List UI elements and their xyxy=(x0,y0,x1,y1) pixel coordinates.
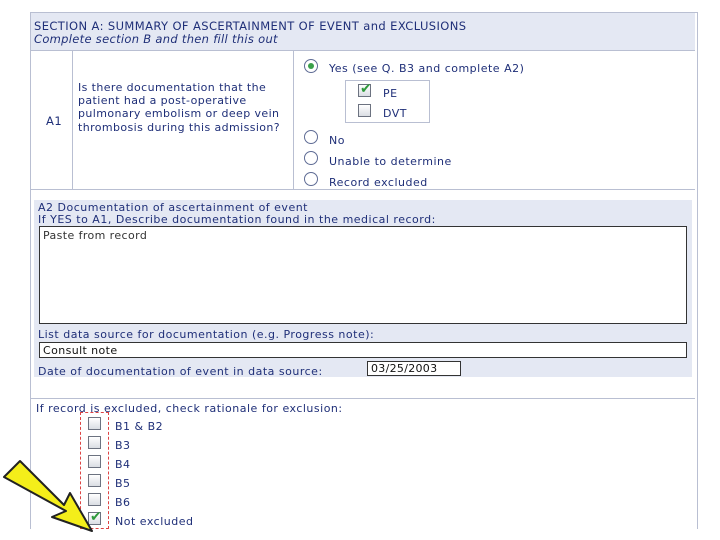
a2-source-input[interactable]: Consult note xyxy=(39,342,687,358)
a1-record-excluded-radio[interactable] xyxy=(304,172,318,186)
checkmark-icon: ✔ xyxy=(90,509,102,525)
a1-code-divider xyxy=(72,50,73,189)
a2-documentation-textarea[interactable]: Paste from record xyxy=(39,226,687,324)
a1-unable-label: Unable to determine xyxy=(329,155,452,168)
pe-label: PE xyxy=(383,87,398,100)
a1-yes-radio[interactable] xyxy=(304,59,318,73)
exclusion-checkbox-b3[interactable] xyxy=(88,436,101,449)
a1-yes-label: Yes (see Q. B3 and complete A2) xyxy=(329,62,525,75)
exclusion-label-b3: B3 xyxy=(115,439,131,452)
a1-no-label: No xyxy=(329,134,345,147)
exclusion-label-b5: B5 xyxy=(115,477,131,490)
a1-code: A1 xyxy=(46,114,63,128)
pointer-arrow-icon xyxy=(0,455,110,540)
section-title: SECTION A: SUMMARY OF ASCERTAINMENT OF EVENT and EXCLUSIONS xyxy=(34,19,467,33)
exclusion-label-b4: B4 xyxy=(115,458,131,471)
exclusion-heading: If record is excluded, check rationale for exclusion: xyxy=(36,402,343,415)
a1-record-excluded-label: Record excluded xyxy=(329,176,428,189)
exclusion-top-divider xyxy=(31,398,695,399)
section-subtitle: Complete section B and then fill this out xyxy=(34,32,278,46)
a1-question-divider xyxy=(293,50,294,189)
exclusion-label-b6: B6 xyxy=(115,496,131,509)
a1-bottom-divider xyxy=(31,189,695,190)
a1-unable-radio[interactable] xyxy=(304,151,318,165)
a2-date-input[interactable]: 03/25/2003 xyxy=(367,361,461,376)
pe-checkbox[interactable] xyxy=(358,81,372,97)
dvt-label: DVT xyxy=(383,107,408,120)
checkmark-icon: ✔ xyxy=(360,81,372,97)
exclusion-checkbox-b1-b2[interactable] xyxy=(88,417,101,430)
exclusion-label-not-excluded: Not excluded xyxy=(115,515,194,528)
exclusion-label-b1-b2: B1 & B2 xyxy=(115,420,164,433)
a2-instruction: If YES to A1, Describe documentation found in the medical record: xyxy=(38,213,436,226)
a2-date-label: Date of documentation of event in data source: xyxy=(38,365,323,378)
a1-question: Is there documentation that the patient had a post-operative pulmonary embolism or deep vein thrombosis during this admission? xyxy=(78,81,281,134)
dvt-checkbox[interactable] xyxy=(358,104,371,117)
a2-source-label: List data source for documentation (e.g. Progress note): xyxy=(38,328,375,341)
a2-heading: A2 Documentation of ascertainment of event xyxy=(38,201,308,214)
a1-no-radio[interactable] xyxy=(304,130,318,144)
